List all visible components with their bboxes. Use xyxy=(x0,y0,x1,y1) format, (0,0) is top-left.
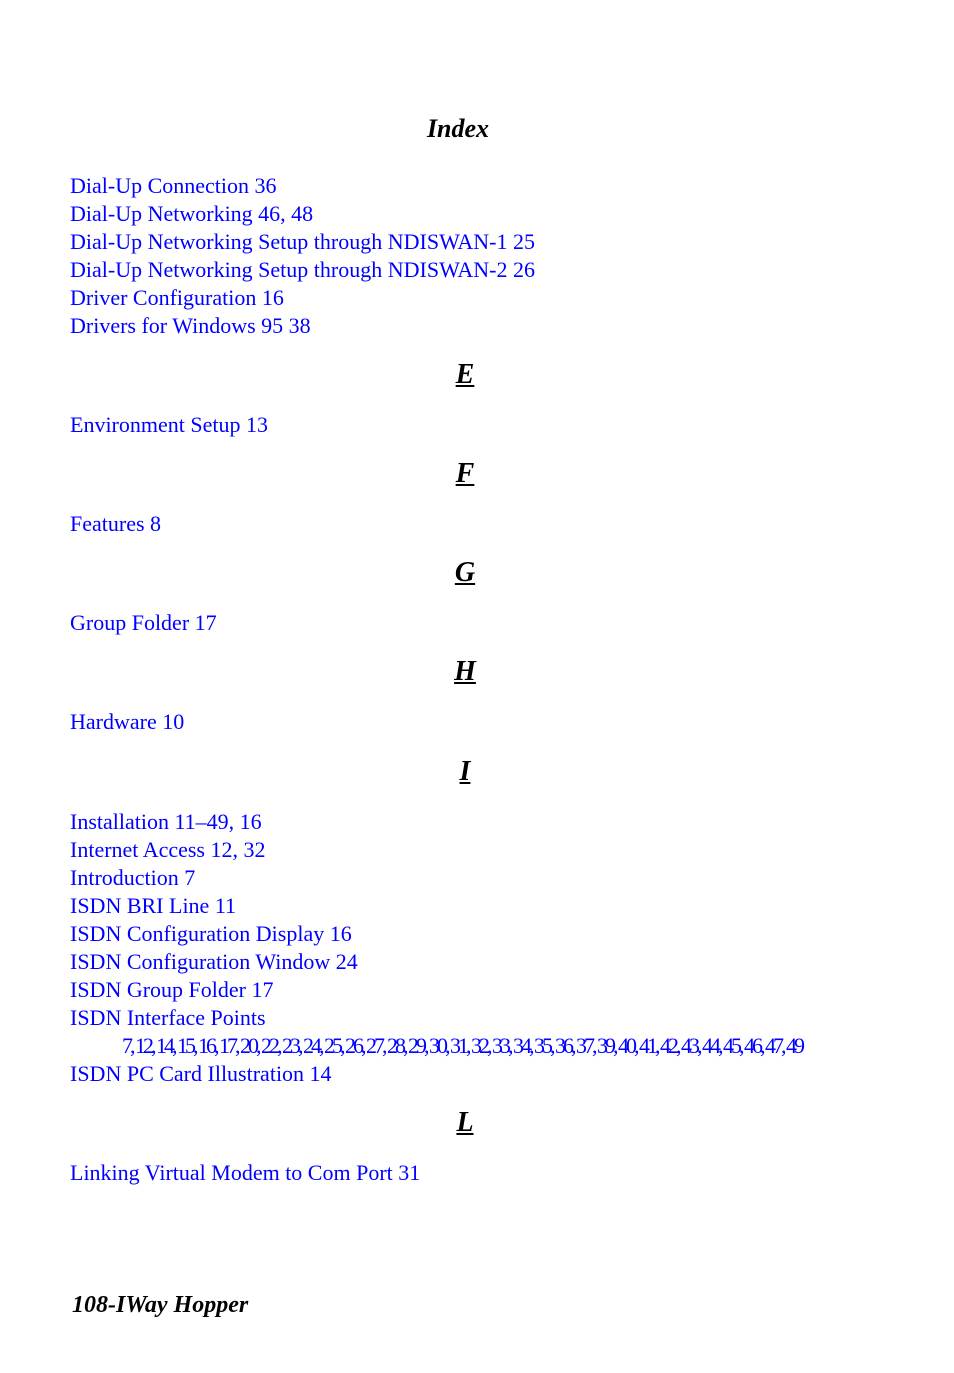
index-entry[interactable]: Dial-Up Connection 36 xyxy=(70,173,277,198)
index-entry[interactable]: ISDN Configuration Display 16 xyxy=(70,921,352,946)
index-entry[interactable]: Linking Virtual Modem to Com Port 31 xyxy=(70,1160,421,1185)
index-entry[interactable]: ISDN BRI Line 11 xyxy=(70,893,237,918)
index-subentry-pages[interactable]: 7, 12, 14, 15, 16, 17, 20, 22, 23, 24, 25, 26, 27, 28, 29, 30, 31, 32, 33, 34, 35, 36, 37, 39, 40, 41, 42, 43, 44, 45, 46, 47, 49 xyxy=(122,1033,802,1058)
section-letter-e: E xyxy=(455,359,475,390)
index-entry[interactable]: ISDN Configuration Window 24 xyxy=(70,949,358,974)
index-entry[interactable]: Hardware 10 xyxy=(70,709,185,734)
index-group-i xyxy=(70,808,910,1088)
index-entry[interactable]: Driver Configuration 16 xyxy=(70,285,284,310)
page-title: Index xyxy=(426,114,490,143)
index-group-f xyxy=(70,510,910,538)
index-group-g xyxy=(70,609,910,637)
index-entry[interactable]: Installation 11–49, 16 xyxy=(70,809,262,834)
index-entry[interactable]: Environment Setup 13 xyxy=(70,412,268,437)
section-letter-f: F xyxy=(455,458,475,489)
section-letter-i: I xyxy=(459,756,471,787)
section-letter-g: G xyxy=(454,557,476,588)
index-entry[interactable]: Dial-Up Networking Setup through NDISWAN-1 25 xyxy=(70,229,535,254)
index-entry[interactable]: Dial-Up Networking 46, 48 xyxy=(70,201,314,226)
section-letter-h: H xyxy=(454,656,476,687)
index-entry[interactable]: ISDN Group Folder 17 xyxy=(70,977,274,1002)
page-footer: 108-IWay Hopper xyxy=(72,1292,249,1318)
section-letter-l: L xyxy=(456,1107,474,1138)
index-entry[interactable]: Dial-Up Networking Setup through NDISWAN-2 26 xyxy=(70,257,535,282)
index-entry[interactable]: ISDN Interface Points xyxy=(70,1005,266,1030)
index-group-d xyxy=(70,172,910,340)
index-group-h xyxy=(70,708,910,736)
index-entry[interactable]: Group Folder 17 xyxy=(70,610,217,635)
index-group-l xyxy=(70,1159,910,1187)
index-entry[interactable]: Features 8 xyxy=(70,511,162,536)
index-entry[interactable]: Drivers for Windows 95 38 xyxy=(70,313,311,338)
index-entry[interactable]: Internet Access 12, 32 xyxy=(70,837,266,862)
index-entry[interactable]: ISDN PC Card Illustration 14 xyxy=(70,1061,332,1086)
index-entry[interactable]: Introduction 7 xyxy=(70,865,196,890)
index-group-e xyxy=(70,411,910,439)
